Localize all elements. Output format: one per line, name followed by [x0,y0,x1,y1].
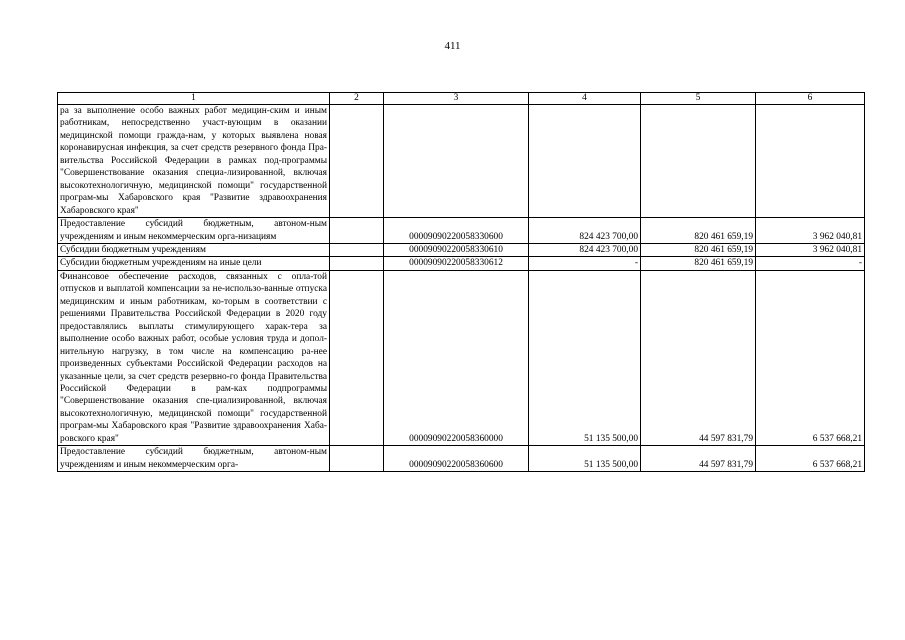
row-name: Субсидии бюджетным учреждениям [58,243,330,256]
table-header-row [58,93,865,105]
row-value-5 [641,105,756,218]
table-row [58,257,865,270]
row-value-4: 51 135 500,00 [529,446,641,472]
row-code [384,105,529,218]
row-col2 [330,105,384,218]
column-header-5: 5 [641,93,756,105]
row-name: Предоставление субсидий бюджетным, автоном-ным учреждениям и иным некоммерческим орга- [58,446,330,472]
row-col2 [330,270,384,445]
row-value-5: 44 597 831,79 [641,270,756,445]
row-value-6: 3 962 040,81 [756,218,865,244]
row-value-6: 6 537 668,21 [756,446,865,472]
row-value-6: 6 537 668,21 [756,270,865,445]
row-value-4 [529,105,641,218]
row-code: 00009090220058330610 [384,243,529,256]
row-name: Предоставление субсидий бюджетным, автоном-ным учреждениям и иным некоммерческим орга-низациям [58,218,330,244]
row-value-5: 820 461 659,19 [641,218,756,244]
table-row [58,105,865,218]
table-row [58,218,865,244]
row-value-6: - [756,257,865,270]
row-name: Финансовое обеспечение расходов, связанных с опла-той отпусков и выплатой компенсации за не-использо-ванные отпуска медицинским и иным работникам, ко-торым в соответствии с решениями Правительства Российской Федерации в 2020 году предоставлялись выплаты стимулирующего харак-тера за выполнение особо важных работ, особые условия труда и допол-нительную нагрузку, в том числе на компенсацию ра-нее произведенных субъектами Российской Федерации расходов на указанные цели, за счет средств резервно-го фонда Правительства Российской Федерации в рам-ках подпрограммы "Совершенствование оказания спе-циализированной, включая высокотехнологичную, медицинской помощи" государственной програм-мы Хабаровского края "Развитие здравоохранения Хаба-ровского края" [58,270,330,445]
column-header-4: 4 [529,93,641,105]
column-header-2: 2 [330,93,384,105]
row-value-4: - [529,257,641,270]
row-col2 [330,446,384,472]
row-name: ра за выполнение особо важных работ медицин-ским и иным работникам, непосредственно участ-вующим в оказании медицинской помощи гражда-нам, у которых выявлена новая коронавирусная инфекция, за счет средств резервного фонда Пра-вительства Российской Федерации в рамках под-программы "Совершенствование оказания специа-лизированной, включая высокотехнологичную, медицинской помощи" государственной програм-мы Хабаровского края "Развитие здравоохранения Хабаровского края" [58,105,330,218]
row-value-4: 824 423 700,00 [529,243,641,256]
row-value-5: 820 461 659,19 [641,257,756,270]
row-col2 [330,257,384,270]
column-header-1: 1 [58,93,330,105]
row-code: 00009090220058360600 [384,446,529,472]
table-row [58,243,865,256]
row-name: Субсидии бюджетным учреждениям на иные цели [58,257,330,270]
table-row [58,446,865,472]
row-code: 00009090220058360000 [384,270,529,445]
row-value-4: 824 423 700,00 [529,218,641,244]
column-header-6: 6 [756,93,865,105]
row-value-6 [756,105,865,218]
budget-table [57,92,865,472]
row-code: 00009090220058330612 [384,257,529,270]
column-header-3: 3 [384,93,529,105]
row-code: 00009090220058330600 [384,218,529,244]
row-value-6: 3 962 040,81 [756,243,865,256]
row-col2 [330,243,384,256]
page-number: 411 [444,40,461,52]
row-value-4: 51 135 500,00 [529,270,641,445]
row-col2 [330,218,384,244]
row-value-5: 44 597 831,79 [641,446,756,472]
row-value-5: 820 461 659,19 [641,243,756,256]
table-row [58,270,865,445]
